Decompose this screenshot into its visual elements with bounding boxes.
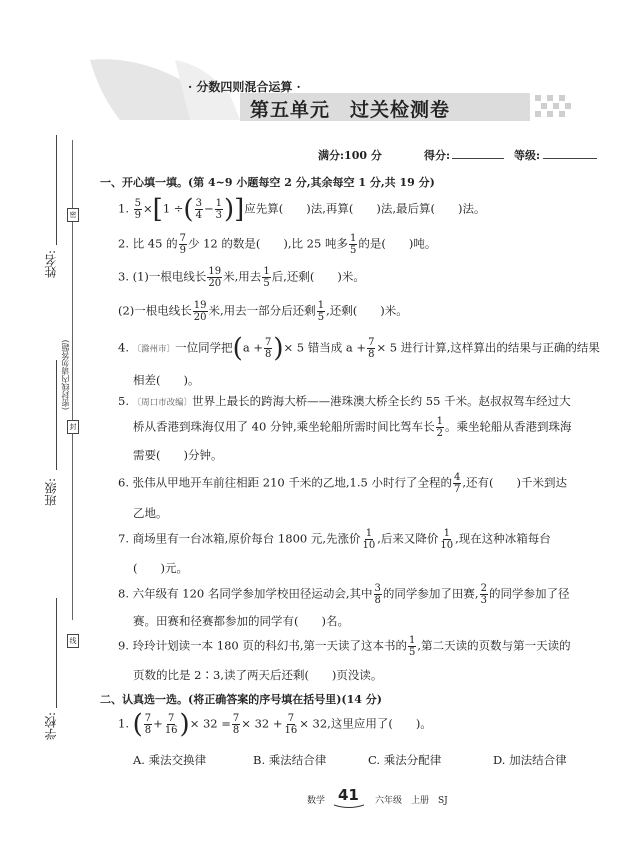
question-8: 8. 六年级有 120 名同学参加学校田径运动会,其中 $\frac{3}{8}$ 的同学参加了田赛, $\frac{2}{3}$ 的同学参加了径 xyxy=(118,583,570,606)
question-4: 4. 〔滁州市〕一位同学把(a + $\frac{7}{8}$ )× 5 错当成 a + $\frac{7}{8}$ × 5 进行计算,这样算出的结果与正确的结果 xyxy=(118,333,600,364)
question-1: 1. $\frac{5}{9}$ ×[1 ÷( $\frac{3}{4}$ − $\frac{1}{3}$ )]应先算( )法,再算( )法,最后算( )法。 xyxy=(118,194,486,225)
question-2: 2. 比 45 的 $\frac{7}{9}$ 少 12 的数是( ),比 25 吨多 $\frac{1}{5}$ 的是( )吨。 xyxy=(118,233,437,256)
question-7-line2: ( )元。 xyxy=(133,561,188,575)
footer-grade: 六年级 上册 SJ xyxy=(375,796,448,806)
class-field[interactable] xyxy=(56,360,57,470)
footer-subject: 数学 xyxy=(307,796,326,806)
option-b[interactable]: B. 乘法结合律 xyxy=(253,753,327,767)
grade-blank[interactable] xyxy=(543,158,597,159)
grade-label: 等级: xyxy=(514,149,541,162)
page-number: 41 xyxy=(338,786,359,804)
frac-1-3: $\frac{1}{3}$ xyxy=(215,198,222,221)
question-8-line2: 赛。田赛和径赛都参加的同学有( )名。 xyxy=(133,614,349,628)
score-blank[interactable] xyxy=(452,158,504,159)
seal-mark-2: 封 xyxy=(67,420,79,434)
name-label: 姓名: xyxy=(44,250,58,279)
question-2-1: 1. ( $\frac{7}{8}$ + $\frac{7}{16}$ )× 32 = $\frac{7}{8}$ × 32 + $\frac{7}{16}$ × 32,这里应用了( )。 xyxy=(118,709,432,740)
option-d[interactable]: D. 加法结合律 xyxy=(493,753,567,767)
page-number-underline xyxy=(333,804,365,810)
question-6: 6. 张伟从甲地开车前往相距 210 千米的乙地,1.5 小时行了全程的 $\frac{4}{7}$ ,还有( )千米到达 xyxy=(118,472,568,495)
full-score: 满分:100 分 xyxy=(318,149,382,162)
question-6-line2: 乙地。 xyxy=(133,506,168,520)
option-a[interactable]: A. 乘法交换律 xyxy=(133,753,207,767)
seal-note: (密封线内请勿答题) xyxy=(61,339,70,410)
section1-title: 一、开心填一填。(第 4~9 小题每空 2 分,其余每空 1 分,共 19 分) xyxy=(100,176,435,189)
option-c[interactable]: C. 乘法分配律 xyxy=(368,753,442,767)
school-field[interactable] xyxy=(56,598,57,708)
question-5: 5. 〔周口市改编〕世界上最长的跨海大桥——港珠澳大桥全长约 55 千米。赵叔叔驾车经过大 xyxy=(118,394,571,408)
frac-3-4: $\frac{3}{4}$ xyxy=(195,198,202,221)
score-label: 得分: xyxy=(424,149,451,162)
unit-subtitle: · 分数四则混合运算 · xyxy=(188,80,301,94)
page-title: 第五单元 过关检测卷 xyxy=(250,99,451,121)
seal-mark-3: 线 xyxy=(67,634,79,648)
question-3-1: 3. (1)一根电线长 $\frac{19}{20}$ 米,用去 $\frac{1}{5}$ 后,还剩( )米。 xyxy=(118,266,365,289)
question-5-line2: 桥从香港到珠海仅用了 40 分钟,乘坐轮船所需时间比驾车长 $\frac{1}{2}$ 。乘坐轮船从香港到珠海 xyxy=(133,416,572,439)
question-7: 7. 商场里有一台冰箱,原价每台 1800 元,先涨价 $\frac{1}{10}$ ,后来又降价 $\frac{1}{10}$ ,现在这种冰箱每台 xyxy=(118,528,551,551)
question-9-line2: 页数的比是 2∶3,读了两天后还剩( )页没读。 xyxy=(133,668,383,682)
school-label: 学校: xyxy=(44,712,58,741)
section2-title: 二、认真选一选。(将正确答案的序号填在括号里)(14 分) xyxy=(100,693,382,706)
name-field[interactable] xyxy=(56,135,57,245)
question-4-line2: 相差( )。 xyxy=(133,373,200,387)
seal-mark-1: 密 xyxy=(67,208,79,222)
question-3-2: (2)一根电线长 $\frac{19}{20}$ 米,用去一部分后还剩 $\frac{1}{5}$ ,还剩( )米。 xyxy=(118,300,408,323)
frac-5-9: $\frac{5}{9}$ xyxy=(134,198,142,221)
question-9: 9. 玲玲计划读一本 180 页的科幻书,第一天读了这本书的 $\frac{1}{5}$ ,第二天读的页数与第一天读的 xyxy=(118,635,571,658)
question-5-line3: 需要( )分钟。 xyxy=(133,448,223,462)
class-label: 班级: xyxy=(44,478,58,507)
